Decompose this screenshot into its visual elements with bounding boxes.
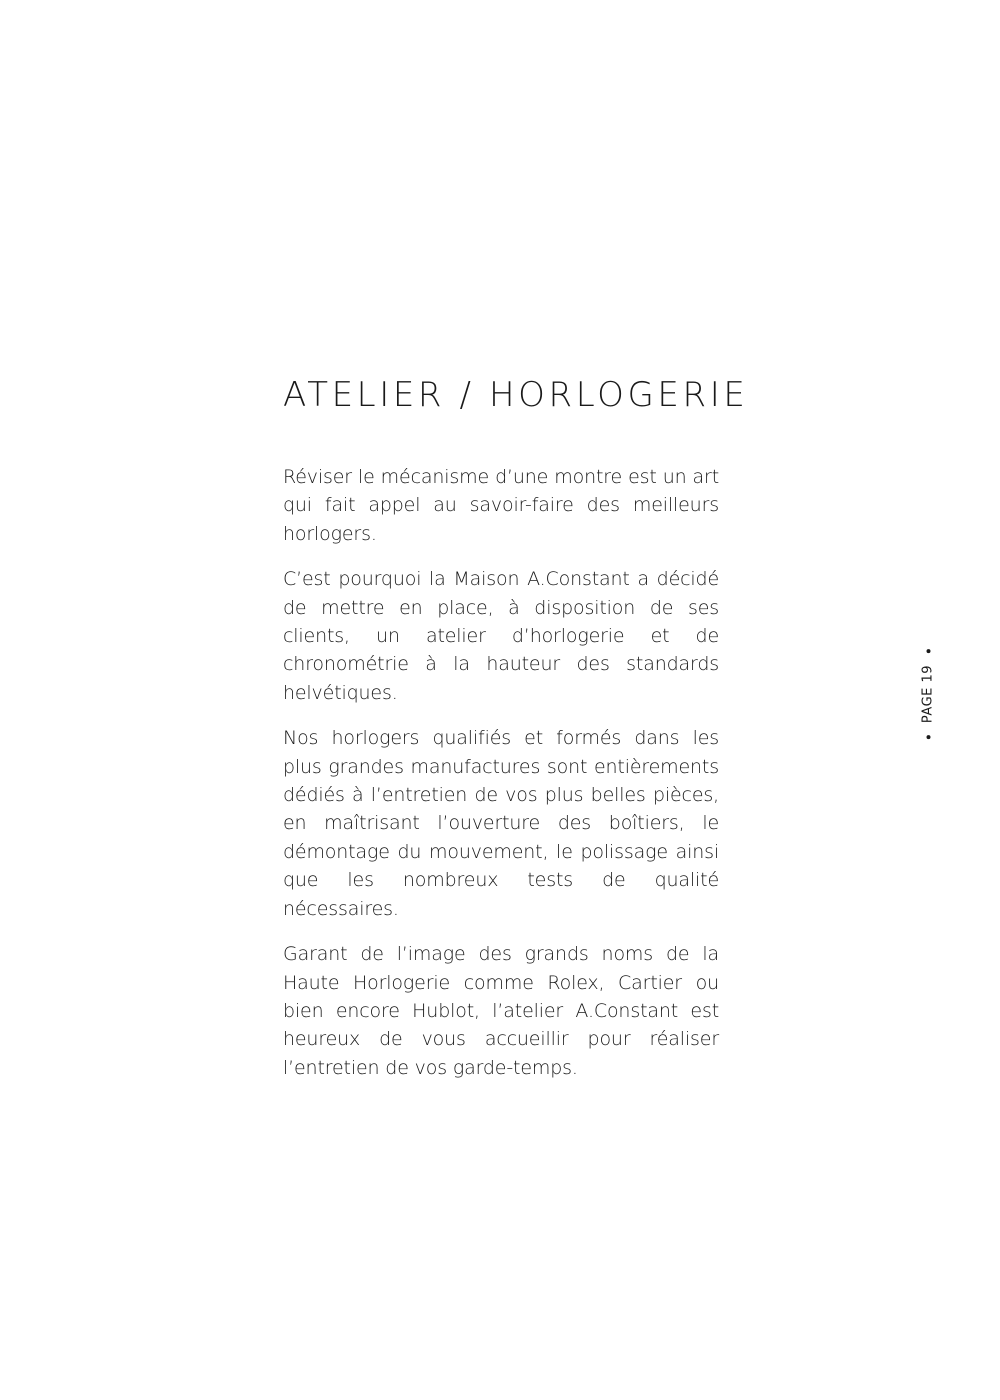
paragraph: C’est pourquoi la Maison A.Constant a décidé de mettre en place, à disposition de ses clients, un atelier d’horlogerie et de chronométrie à la hauteur des standards helvétiques.	[283, 568, 719, 704]
bullet-dot-icon	[926, 649, 930, 653]
paragraph: Réviser le mécanisme d’une montre est un art qui fait appel au savoir-faire des meilleurs horlogers.	[283, 466, 719, 545]
page-number-label	[921, 637, 936, 751]
main-content	[283, 372, 749, 1099]
page-number-text: PAGE 19	[920, 664, 936, 724]
body-text	[283, 463, 719, 1082]
bullet-dot-icon	[926, 735, 930, 739]
paragraph: Nos horlogers qualifiés et formés dans les plus grandes manufactures sont entièrements dédiés à l’entretien de vos plus belles pièces, en maîtrisant l’ouverture des boîtiers, le démontage du mouvement, le polissage ainsi que les nombreux tests de qualité nécessaires.	[283, 727, 719, 920]
page-title: ATELIER / HORLOGERIE	[283, 375, 749, 415]
paragraph: Garant de l’image des grands noms de la Haute Horlogerie comme Rolex, Cartier ou bien encore Hublot, l’atelier A.Constant est heureux de vous accueillir pour réaliser l’entretien de vos garde-temps.	[283, 943, 719, 1079]
